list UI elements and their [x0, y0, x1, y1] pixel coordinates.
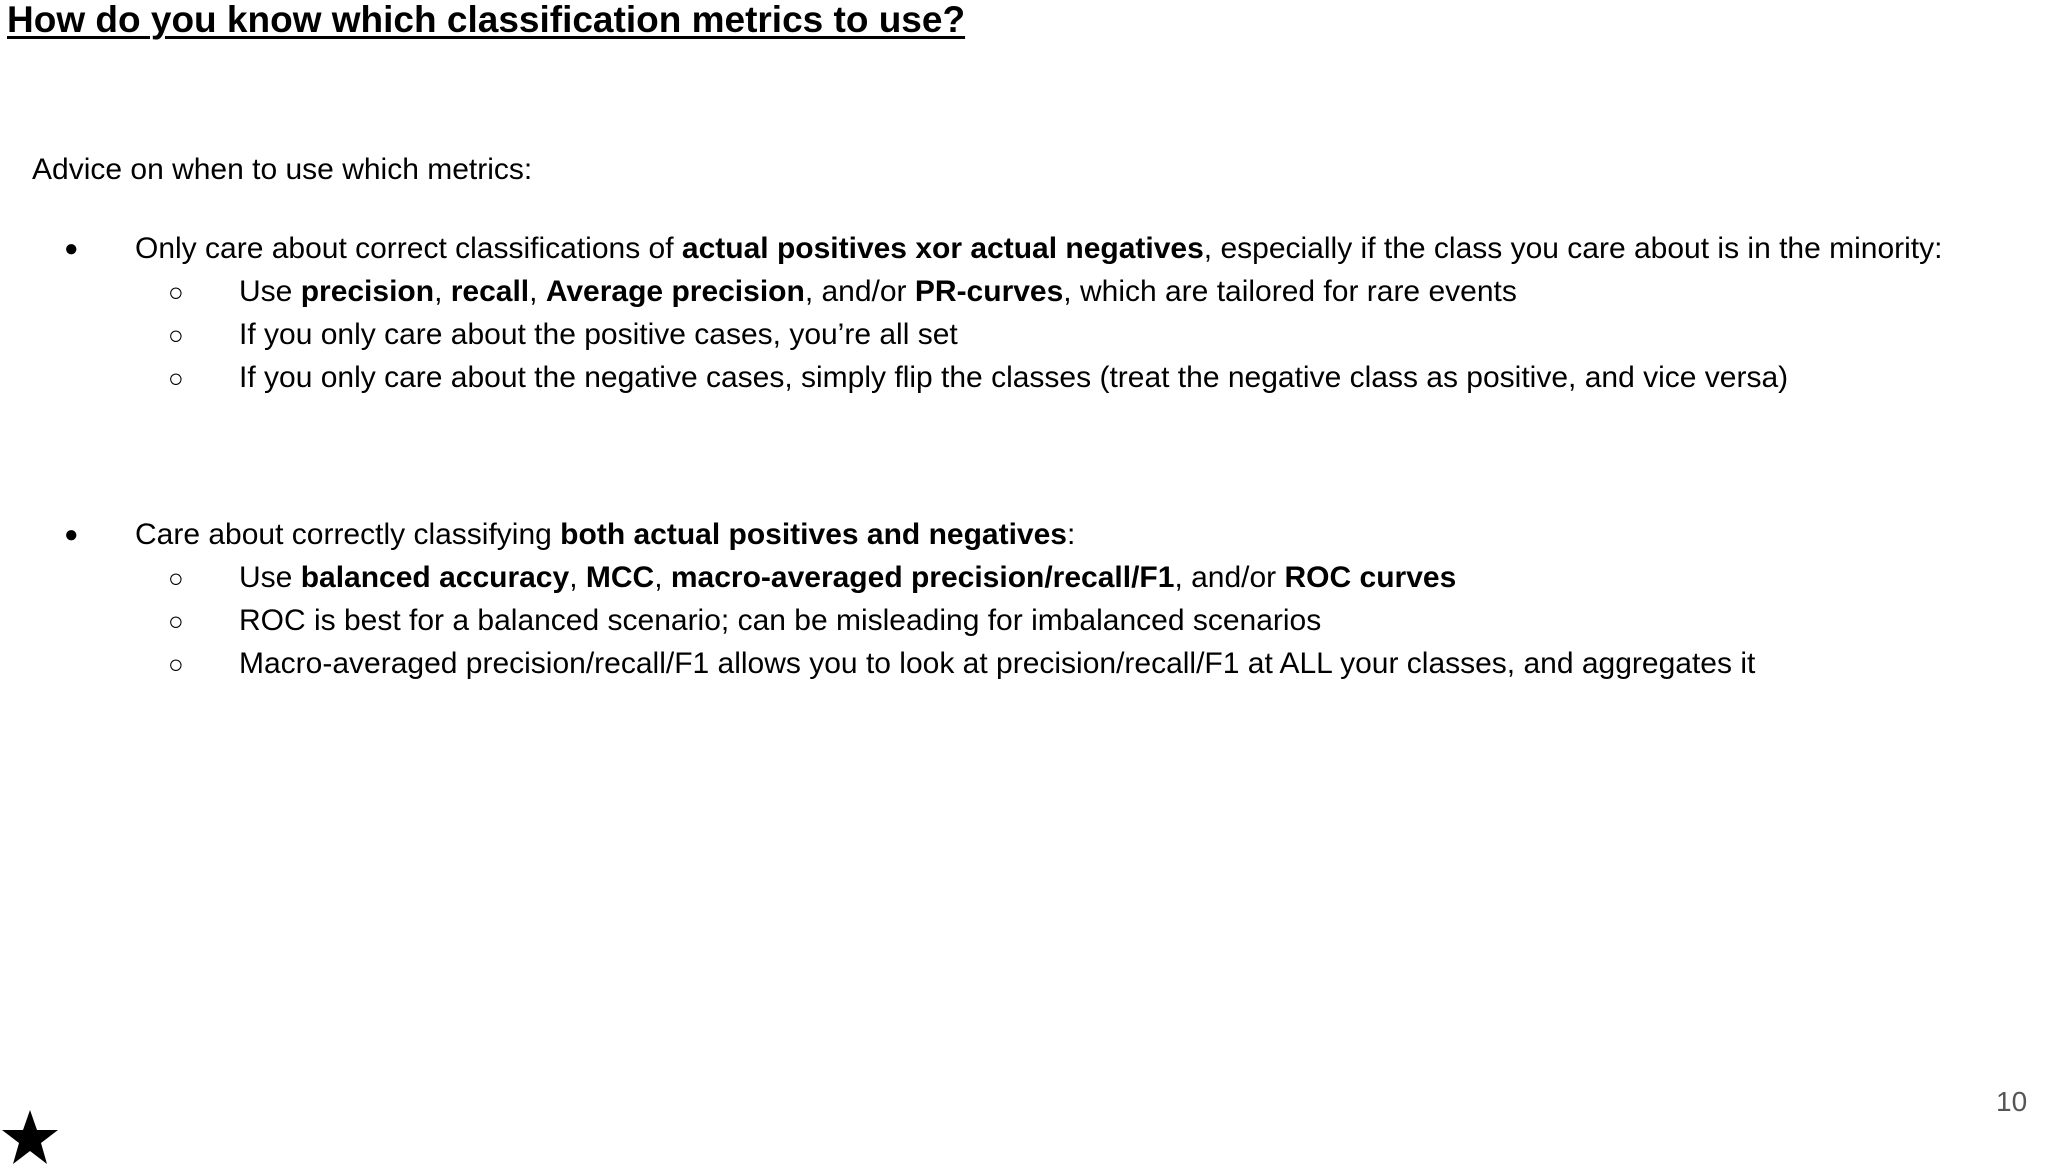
sub-bullet-icon: ○ — [168, 606, 184, 636]
text-segment: , and/or — [804, 275, 915, 308]
sub-bullet-icon: ○ — [168, 563, 184, 593]
sub-bullet-section2-1 — [239, 560, 1456, 596]
slide-title: How do you know which classification metrics to use? — [7, 0, 966, 40]
bold-term: balanced accuracy — [300, 561, 570, 594]
bold-term: both actual positives and negatives — [560, 518, 1067, 551]
text-segment: , — [529, 275, 546, 308]
bold-term: macro-averaged precision/recall/F1 — [670, 561, 1175, 594]
text-segment: , especially if the class you care about is in the minority: — [1203, 232, 1943, 265]
sub-bullet-icon: ○ — [168, 320, 184, 350]
text-segment: , — [569, 561, 586, 594]
sub-bullet-section2-3: Macro-averaged precision/recall/F1 allows you to look at precision/recall/F1 at ALL your classes, and aggregates it — [239, 647, 1756, 680]
page-number: 10 — [1996, 1086, 2028, 1117]
bold-term: recall — [450, 275, 530, 308]
sub-bullet-icon: ○ — [168, 363, 184, 393]
text-segment: , — [434, 275, 451, 308]
bullet-icon: ● — [64, 521, 79, 548]
text-segment: Use — [239, 561, 301, 594]
bold-term: Average precision — [545, 275, 805, 308]
sub-bullet-icon: ○ — [168, 277, 184, 307]
text-segment: Use — [239, 275, 301, 308]
text-segment: , — [654, 561, 671, 594]
text-segment: , and/or — [1174, 561, 1285, 594]
sub-bullet-section1-1 — [239, 274, 1517, 310]
sub-bullet-section1-2: If you only care about the positive cases, you’re all set — [239, 318, 958, 351]
text-segment: : — [1066, 518, 1076, 551]
star-icon — [0, 1108, 60, 1166]
bold-term: PR-curves — [914, 275, 1064, 308]
bold-term: precision — [300, 275, 435, 308]
text-segment: , which are tailored for rare events — [1063, 275, 1517, 308]
bullet-section1-main — [135, 231, 1942, 267]
bullet-section2-main — [135, 517, 1075, 553]
sub-bullet-section1-3: If you only care about the negative cases, simply flip the classes (treat the negative class as positive, and vice versa) — [239, 361, 1789, 394]
intro-text: Advice on when to use which metrics: — [32, 153, 533, 186]
bold-term: ROC curves — [1284, 561, 1457, 594]
sub-bullet-icon: ○ — [168, 649, 184, 679]
text-segment: Care about correctly classifying — [135, 518, 561, 551]
sub-bullet-section2-2: ROC is best for a balanced scenario; can be misleading for imbalanced scenarios — [239, 604, 1322, 637]
bold-term: MCC — [585, 561, 655, 594]
text-segment: Only care about correct classifications of — [135, 232, 682, 265]
bullet-icon: ● — [64, 235, 79, 262]
bold-term: actual positives xor actual negatives — [681, 232, 1204, 265]
